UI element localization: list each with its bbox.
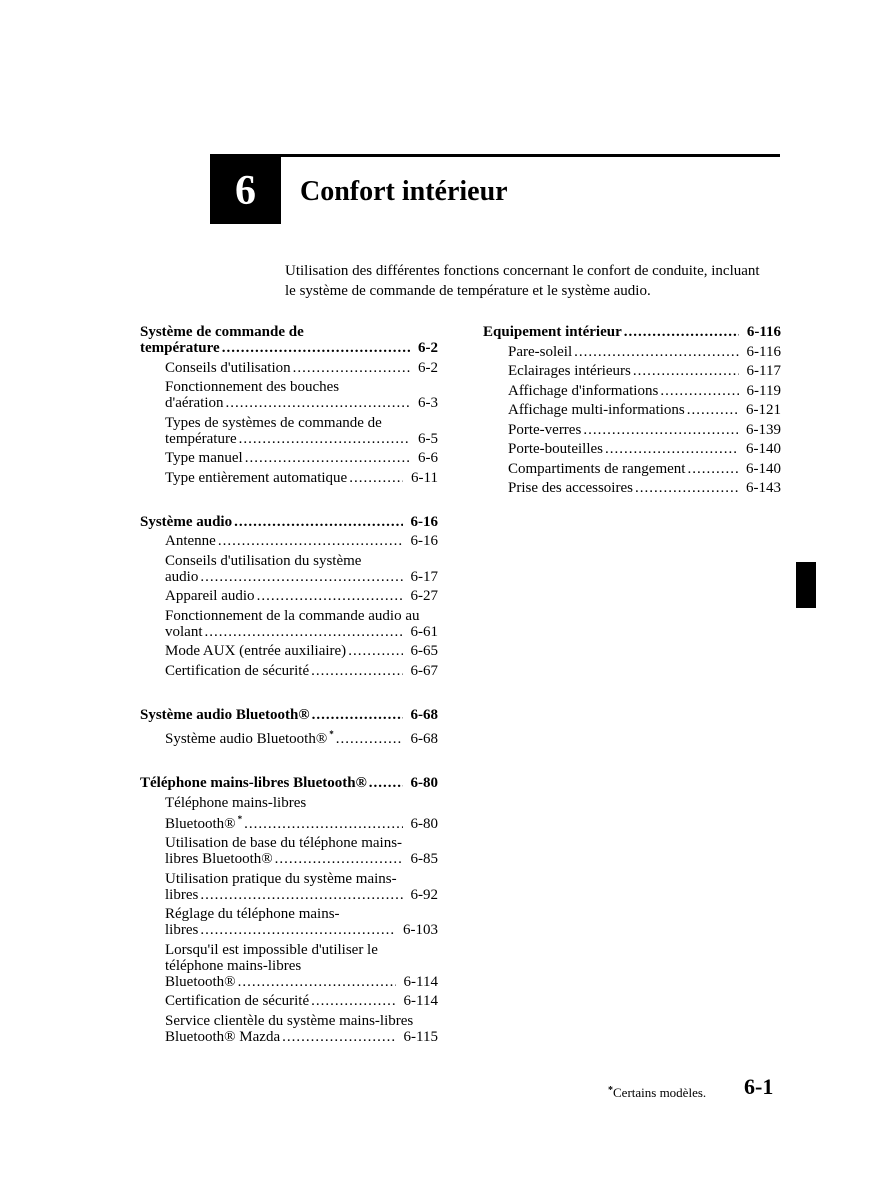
toc-item-label: Eclairages intérieurs (508, 363, 631, 379)
toc-left-column (140, 324, 438, 1073)
toc-item-page: 6-92 (410, 886, 438, 903)
toc-item-label: Certification de sécurité (165, 993, 310, 1009)
dot-leader (245, 450, 410, 466)
toc-item-label-line1: Types de systèmes de commande de (165, 414, 382, 431)
toc-section-page: 6-116 (746, 324, 781, 340)
toc-item-label: Bluetooth® (165, 815, 236, 832)
toc-item[interactable] (483, 461, 781, 477)
toc-item-label: température (165, 430, 237, 447)
toc-item[interactable] (140, 588, 438, 604)
toc-item-page: 6-114 (403, 973, 438, 990)
dot-leader (239, 431, 410, 447)
toc-item-label: Bluetooth® (165, 973, 236, 990)
dot-leader (605, 441, 738, 457)
toc-item-page: 6-17 (410, 568, 438, 585)
chapter-number-box (210, 157, 281, 224)
toc-item-label: Appareil audio (165, 588, 255, 604)
toc-item[interactable] (140, 533, 438, 549)
toc-item-label-line1: Réglage du téléphone mains- (165, 906, 340, 922)
dot-leader (205, 624, 403, 640)
toc-item-page: 6-117 (746, 363, 781, 379)
toc-item-label: libres (165, 922, 199, 938)
toc-item-label: Mode AUX (entrée auxiliaire) (165, 643, 347, 659)
toc-item-label: libres Bluetooth® (165, 851, 273, 867)
dot-leader (660, 383, 738, 399)
toc-section-title-line1: Système de commande de (140, 324, 304, 340)
toc-section-page: 6-80 (410, 775, 438, 791)
toc-item-label: Type entièrement automatique (165, 469, 348, 486)
toc-section (140, 514, 438, 679)
page-number: 6-1 (744, 1074, 774, 1099)
toc-item-label: Bluetooth® Mazda (165, 1028, 281, 1045)
toc-item-label: Conseils d'utilisation (165, 359, 291, 376)
toc-item[interactable] (140, 415, 438, 447)
footnote (608, 1082, 706, 1102)
dot-leader (583, 422, 738, 438)
toc-section-heading[interactable] (140, 707, 438, 723)
toc-item-label-line1: Téléphone mains-libres (165, 794, 307, 811)
toc-item-label: d'aération (165, 395, 224, 411)
toc-item-label-line1: Utilisation pratique du système mains- (165, 870, 397, 887)
toc-item-page: 6-139 (746, 421, 781, 438)
toc-item-page: 6-61 (410, 623, 438, 640)
dot-leader (311, 993, 395, 1009)
dot-leader (369, 775, 403, 791)
toc-item[interactable] (140, 663, 438, 679)
chapter-intro (285, 261, 782, 301)
header-rule (210, 154, 780, 157)
toc-item[interactable] (483, 480, 781, 496)
dot-leader (200, 922, 395, 938)
toc-item-page: 6-121 (746, 402, 781, 418)
dot-leader (234, 514, 402, 530)
toc-section-page: 6-2 (418, 340, 438, 356)
toc-section (140, 707, 438, 748)
toc-section-heading[interactable] (483, 324, 781, 340)
dot-leader (624, 324, 739, 340)
dot-leader (257, 588, 403, 604)
toc-item[interactable] (483, 383, 781, 399)
toc-item-page: 6-103 (403, 922, 438, 938)
toc-item-page: 6-67 (410, 662, 438, 679)
dot-leader (275, 851, 403, 867)
toc-section-heading[interactable] (140, 775, 438, 791)
toc-item-page: 6-115 (403, 1028, 438, 1045)
toc-item-label-line1: Fonctionnement de la commande audio au (165, 607, 420, 624)
toc-item-page: 6-3 (418, 395, 438, 411)
intro-line-1: Utilisation des différentes fonctions concernant le confort de conduite, incluant (285, 263, 760, 279)
toc-item-label: volant (165, 623, 203, 640)
dot-leader (312, 707, 403, 723)
toc-item-label: Affichage multi-informations (508, 402, 685, 418)
dot-leader (244, 816, 402, 832)
toc-section (140, 324, 438, 486)
dot-leader (200, 887, 402, 903)
dot-leader (293, 360, 410, 376)
dot-leader (635, 480, 738, 496)
toc-item-label-line1: Service clientèle du système mains-libres (165, 1012, 414, 1029)
toc-section-title: Equipement intérieur (483, 324, 622, 340)
toc-section-title: Système audio Bluetooth® (140, 706, 310, 723)
toc-item-page: 6-5 (418, 430, 438, 447)
toc-item-page: 6-11 (411, 469, 438, 486)
toc-item-page: 6-6 (418, 450, 438, 466)
toc-item-label-line2: téléphone mains-libres (165, 957, 302, 974)
toc-item[interactable] (140, 795, 438, 832)
asterisk-icon: * (329, 729, 334, 739)
chapter-title: Confort intérieur (300, 176, 508, 207)
toc-item[interactable] (140, 379, 438, 411)
toc-item[interactable] (483, 344, 781, 360)
toc-item-page: 6-143 (746, 480, 781, 496)
toc-item[interactable] (140, 450, 438, 466)
toc-item-page: 6-80 (410, 815, 438, 832)
toc-item[interactable] (140, 1013, 438, 1045)
toc-item-page: 6-140 (746, 460, 781, 477)
toc-item-label: Compartiments de rangement (508, 460, 686, 477)
toc-item-label: Type manuel (165, 450, 243, 466)
intro-line-2: le système de commande de température et le système audio. (285, 283, 651, 299)
toc-item-label: libres (165, 886, 199, 903)
footnote-text: Certains modèles. (613, 1085, 707, 1100)
toc-item-label: Affichage d'informations (508, 382, 659, 399)
toc-item[interactable] (140, 835, 438, 867)
toc-section (483, 324, 781, 496)
asterisk-icon: * (608, 1085, 613, 1096)
toc-item[interactable] (140, 942, 438, 990)
toc-item[interactable] (140, 726, 438, 747)
toc-item-label: Système audio Bluetooth® (165, 731, 328, 747)
dot-leader (238, 974, 396, 990)
toc-item[interactable] (483, 441, 781, 457)
toc-item-page: 6-140 (746, 441, 781, 457)
toc-item-label: Antenne (165, 533, 216, 549)
toc-item-page: 6-116 (746, 343, 781, 360)
dot-leader (282, 1029, 395, 1045)
dot-leader (222, 340, 410, 356)
toc-item-page: 6-119 (746, 382, 781, 399)
toc-item[interactable] (140, 906, 438, 938)
toc-item[interactable] (483, 422, 781, 438)
dot-leader (218, 533, 403, 549)
dot-leader (200, 569, 402, 585)
dot-leader (336, 731, 403, 747)
toc-section-title: Téléphone mains-libres Bluetooth® (140, 775, 367, 791)
toc-item-label: Porte-bouteilles (508, 441, 603, 457)
toc-item[interactable] (140, 553, 438, 585)
toc-item[interactable] (483, 363, 781, 379)
toc-item-page: 6-68 (410, 731, 438, 747)
toc-item-label-line1: Fonctionnement des bouches (165, 379, 340, 395)
toc-item[interactable] (140, 360, 438, 376)
toc-item-label-line1: Utilisation de base du téléphone mains- (165, 835, 403, 851)
toc-item-label-line1: Conseils d'utilisation du système (165, 552, 362, 569)
toc-item[interactable] (140, 643, 438, 659)
toc-item[interactable] (140, 871, 438, 903)
dot-leader (348, 643, 402, 659)
dot-leader (349, 470, 403, 486)
toc-item-page: 6-114 (403, 993, 438, 1009)
toc-item-label: Certification de sécurité (165, 662, 310, 679)
toc-item-label: Pare-soleil (508, 343, 573, 360)
toc-item-page: 6-85 (410, 851, 438, 867)
toc-item-page: 6-2 (418, 359, 438, 376)
toc-item-label: Prise des accessoires (508, 480, 633, 496)
toc-section-title: température (140, 340, 220, 356)
chapter-number: 6 (235, 167, 256, 214)
toc-section-heading[interactable] (140, 324, 438, 356)
asterisk-icon: * (237, 813, 243, 824)
chapter-tab-marker (796, 562, 816, 608)
dot-leader (574, 344, 738, 360)
toc-section-page: 6-16 (410, 513, 438, 530)
toc-right-column (483, 324, 781, 496)
toc-item-page: 6-27 (410, 588, 438, 604)
dot-leader (311, 663, 402, 679)
toc-item[interactable] (140, 470, 438, 486)
toc-item[interactable] (140, 608, 438, 640)
toc-item-page: 6-16 (410, 533, 438, 549)
toc-item-page: 6-65 (410, 643, 438, 659)
dot-leader (687, 461, 738, 477)
toc-item[interactable] (483, 402, 781, 418)
toc-item-label: Porte-verres (508, 421, 582, 438)
toc-section-title: Système audio (140, 513, 233, 530)
toc-section-page: 6-68 (410, 706, 438, 723)
toc-section-heading[interactable] (140, 514, 438, 530)
dot-leader (687, 402, 738, 418)
toc-item-label: audio (165, 568, 199, 585)
toc-item[interactable] (140, 993, 438, 1009)
dot-leader (226, 395, 410, 411)
dot-leader (633, 363, 739, 379)
toc-section (140, 775, 438, 1045)
toc-item-label-line1: Lorsqu'il est impossible d'utiliser le (165, 941, 378, 958)
